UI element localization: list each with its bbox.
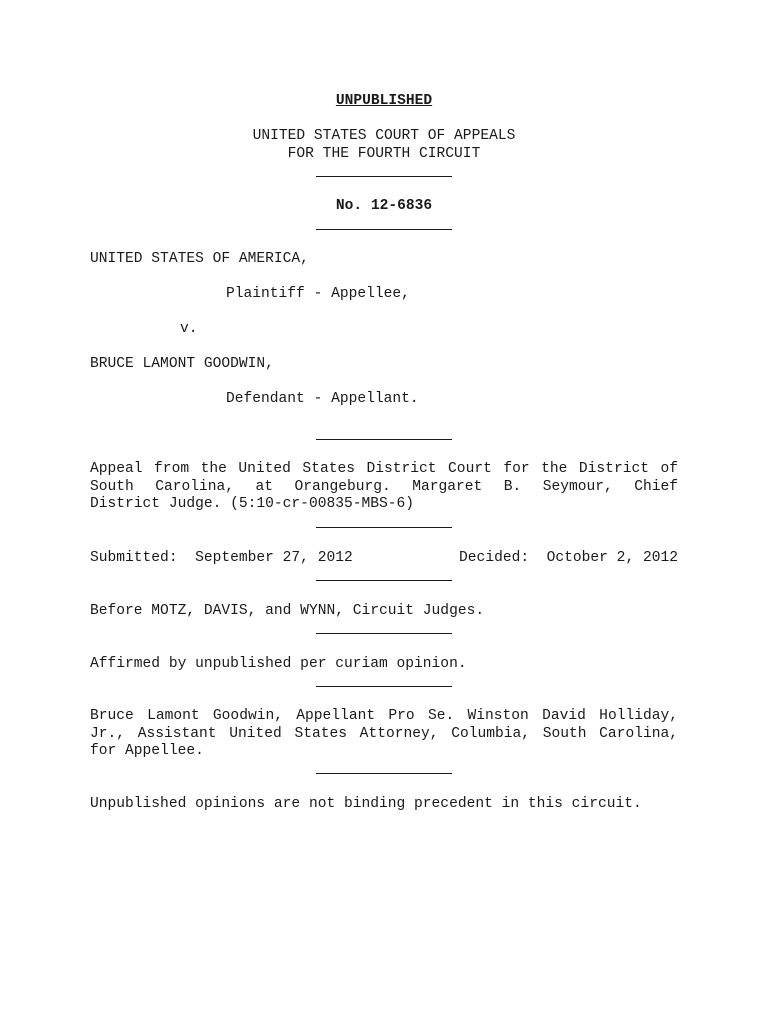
appeal-paragraph	[90, 461, 678, 514]
court-name-line1: UNITED STATES COURT OF APPEALS	[252, 128, 516, 144]
dates-row	[90, 549, 678, 567]
divider-rule	[316, 527, 452, 528]
counsel-line: for Appellee.	[90, 743, 204, 760]
counsel-line: Jr., Assistant United States Attorney, Columbia, South Carolina,	[90, 725, 678, 742]
unpublished-heading: UNPUBLISHED	[335, 93, 433, 109]
disposition-line: Affirmed by unpublished per curiam opinion.	[90, 656, 467, 672]
defendant-name: BRUCE LAMONT GOODWIN,	[90, 356, 274, 372]
divider-rule	[316, 229, 452, 230]
counsel-line: Bruce Lamont Goodwin, Appellant Pro Se. Winston David Holliday,	[90, 708, 678, 724]
panel-line: Before MOTZ, DAVIS, and WYNN, Circuit Judges.	[90, 603, 485, 619]
submitted-date: Submitted: September 27, 2012	[90, 550, 353, 566]
appeal-line: Appeal from the United States District Court for the District of	[90, 461, 678, 477]
appeal-line: South Carolina, at Orangeburg. Margaret B. Seymour, Chief	[90, 478, 678, 495]
precedent-notice: Unpublished opinions are not binding precedent in this circuit.	[90, 796, 642, 812]
divider-rule	[316, 439, 452, 440]
divider-rule	[316, 176, 452, 177]
defendant-role: Defendant - Appellant.	[226, 391, 419, 407]
appeal-line: District Judge. (5:10-cr-00835-MBS-6)	[90, 496, 415, 513]
versus-label: v.	[180, 321, 198, 337]
divider-rule	[316, 686, 452, 687]
divider-rule	[316, 773, 452, 774]
plaintiff-role: Plaintiff - Appellee,	[226, 286, 410, 302]
counsel-paragraph	[90, 708, 678, 761]
decided-date: Decided: October 2, 2012	[459, 550, 678, 566]
court-name-line2: FOR THE FOURTH CIRCUIT	[287, 146, 481, 162]
plaintiff-name: UNITED STATES OF AMERICA,	[90, 251, 309, 267]
divider-rule	[316, 633, 452, 634]
divider-rule	[316, 580, 452, 581]
case-number: No. 12-6836	[335, 198, 433, 214]
